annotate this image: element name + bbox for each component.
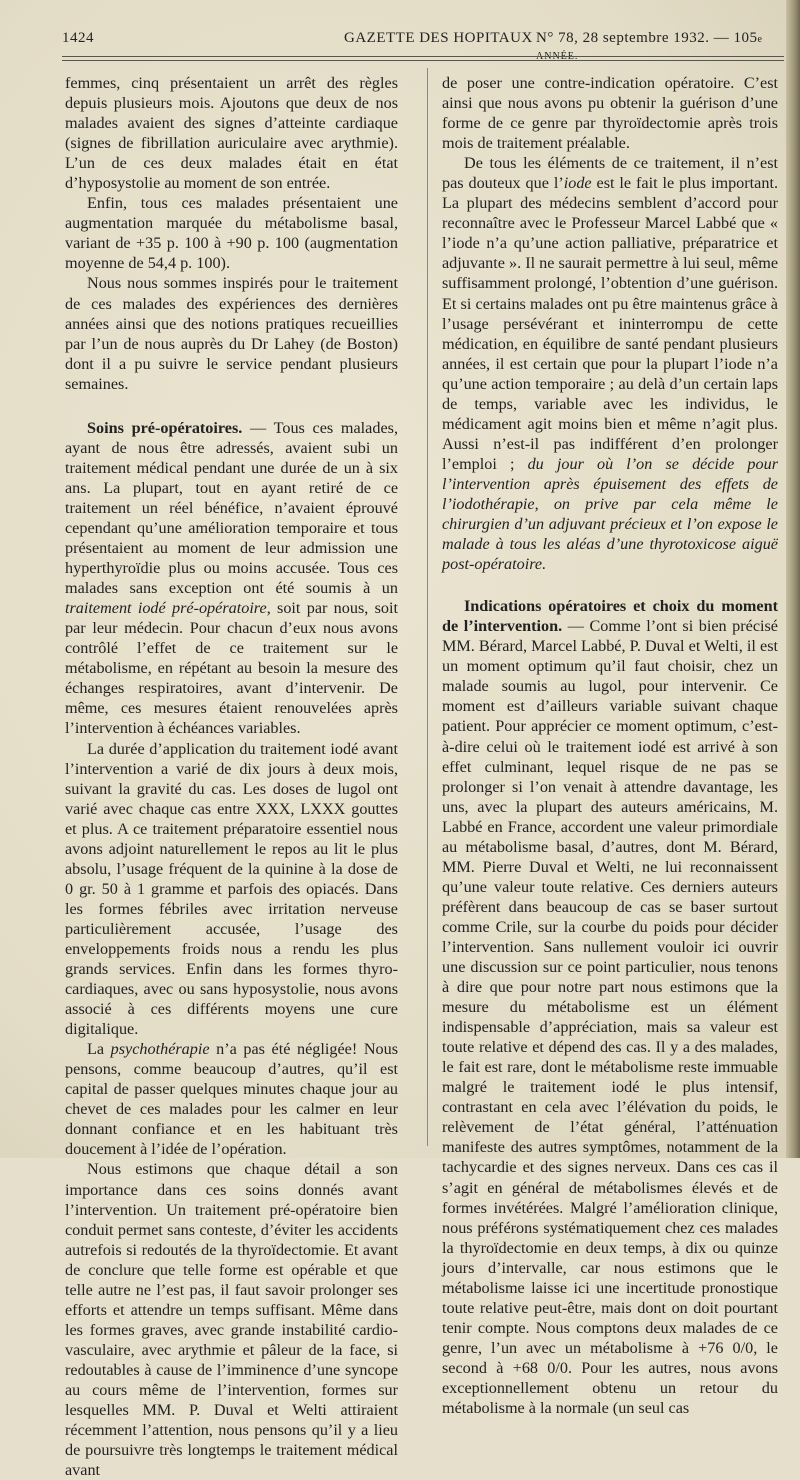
left-column (65, 73, 398, 1480)
page-number: 1424 (62, 30, 94, 46)
paragraph: femmes, cinq présentaient un arrêt des règles depuis plusieurs mois. Ajoutons que deux de nos malades avaient des signes d’atteinte cardiaque (signes de fibrillation auriculaire avec arythmie). L’un de ces deux malades était en état d’hyposystolie au moment de son entrée. (65, 74, 398, 193)
paragraph: Enfin, tous ces malades présentaient une augmentation marquée du métabolisme basal, variant de +35 p. 100 à +90 p. 100 (augmentation moyenne de 54,4 p. 100). (65, 194, 398, 273)
paragraph: La durée d’application du traitement iodé avant l’intervention a varié de dix jours à deux mois, suivant la gravité du cas. Les doses de lugol ont varié avec chaque cas entre XXX, LXXX gouttes et plus. A ce traitement préparatoire essentiel nous avons adjoint naturellement le repos au lit le plus absolu, l’usage fréquent de la quinine à la dose de 0 gr. 50 à 1 gramme et parfois des opiacés. Dans les formes fébriles avec irritation nerveuse particulièrement accusée, l’usage des enveloppements froids nous a rendu les plus grands services. Enfin dans les formes thyro-cardiaques, avec ou sans hyposystolie, nous avons associé à ces différents moyens une cure digitalique. (65, 739, 398, 1039)
paragraph-iode (442, 153, 778, 574)
issue-date: N° 78, 28 septembre 1932. — 105 (536, 30, 758, 46)
italic-run: du jour où l’on se décide pour l’intervention après épuisement des effets de l’iodothérapie, on prive par cela même le chirurgien d’un adjuvant précieux et l’on expose le malade à tous les aléas d’une thyrotoxicose aiguë post-opératoire. (442, 454, 778, 574)
italic-run: traitement iodé pré-opératoire (65, 599, 267, 618)
text-run: est le fait le plus important. La plupart des médecins semblent d’accord pour reconnaître avec le Professeur Marcel Labbé que « l’iode n’a qu’une action palliative, préparatrice et adjuvante ». Il ne saurait permettre à lui seul, même suffisamment prolongé, l’obtention d’une guérison. Et si certains malades ont pu être maintenus grâce à l’usage persévérant et ininterrompu de cette médication, en équilibre de santé pendant plusieurs années, il est certain que pour la plupart l’iode n’a qu’une action temporaire ; au delà d’un certain laps de temps, variable avec les individus, le médicament agit moins bien et même n’agit plus. Aussi n’est-il pas indifférent d’en prolonger l’emploi ; (442, 174, 778, 473)
page-binding-edge (786, 0, 800, 1158)
header-rule-bottom (62, 60, 784, 61)
italic-run: psychothérapie (110, 1040, 210, 1059)
paragraph-psychotherapie (65, 1039, 398, 1159)
text-run: — Comme l’ont si bien précisé MM. Bérard, Marcel Labbé, P. Duval et Welti, il est un moment optimum qu’il faut choisir, chez un malade soumis au lugol, pour intervenir. Ce moment est d’ailleurs variable suivant chaque patient. Pour apprécier ce moment optimum, c’est-à-dire celui où le traitement iodé est arrivé à son effet culminant, lequel risque de ne pas se prolonger si l’on venait à attendre davantage, les uns, avec la plupart des auteurs américains, M. Labbé en France, accordent une valeur primordiale au métabolisme basal, d’autres, dont M. Bérard, MM. Pierre Duval et Welti, ne lui reconnaissent qu’une valeur toute relative. Ces derniers auteurs préfèrent dans beaucoup de cas se baser surtout comme Crile, sur la courbe du poids pour décider l’intervention. Sans nullement vouloir ici ouvrir une discussion sur ce point particulier, nous tenons à dire que pour notre part nous estimons que la mesure du métabolisme est un élément indispensable d’appréciation, mais sa valeur est toute relative et dépend des cas. Il y a des malades, le fait est rare, dont le métabolisme reste immuable malgré le traitement iodé le plus intensif, contrastant en cela avec l’élévation du poids, le relèvement de l’état général, l’atténuation manifeste des autres symptômes, notamment de la tachycardie et des signes nerveux. Dans ces cas il s’agit en général de métabolismes élevés et de formes invétérées. Malgré l’amélioration clinique, nous préférons systématiquement chez ces malades la thyroïdectomie en deux temps, à dix ou quinze jours d’intervalle, car nous estimons que le métabolisme laisse ici une incertitude pronostique toute relative peut-être, mais dont on doit pourtant tenir compte. Nous comptons deux malades de ce genre, l’un avec un métabolisme à +76 0/0, le second à +68 0/0. Pour les autres, nous avons exceptionnellement obtenu un retour du métabolisme à la normale (un seul cas (442, 617, 778, 1418)
paragraph-soins (65, 418, 398, 739)
section-heading-soins: Soins pré-opératoires. (87, 418, 243, 437)
right-column (442, 73, 778, 1418)
text-run: — Tous ces malades, ayant de nous être adressés, avaient subi un traitement médical pendant une durée de un à six ans. La plupart, tout en ayant retiré de ce traitement un réel bénéfice, n’avaient éprouvé cependant qu’une amélioration temporaire et tous présentaient au moment de leur admission une hyperthyroïdie plus ou moins accusée. Tous ces malades sans exception ont été soumis à un (65, 418, 398, 598)
column-divider (427, 68, 428, 1146)
text-run: La (87, 1040, 111, 1059)
section-heading-indications: Indications opératoires et choix du moment de l’intervention. (442, 597, 778, 636)
paragraph: de poser une contre-indication opératoire. C’est ainsi que nous avons pu obtenir la guérison d’une forme de ce genre par thyroïdectomie après trois mois de traitement préalable. (442, 74, 778, 153)
text-run: , soit par nous, soit par leur médecin. Pour chacun d’eux nous avons contrôlé l’effet de ce traitement sur le métabolisme, en répétant au besoin la mesure des échanges respiratoires, avant d’intervenir. De même, ces mesures étaient renouvelées après l’intervention à échéances variables. (65, 599, 398, 738)
paragraph: Nous nous sommes inspirés pour le traitement de ces malades des expériences des dernières années ainsi que des notions pratiques recueillies par l’un de nous auprès du Dr Lahey (de Boston) dont il a pu suivre le service pendant plusieurs semaines. (65, 274, 398, 393)
journal-title: GAZETTE DES HOPITAUX (344, 30, 533, 46)
paragraph-indications (442, 596, 778, 1418)
issue-year-suffix: e ANNÉE. (536, 34, 763, 62)
italic-run: iode (563, 174, 592, 193)
text-run: n’a pas été négligée! Nous pensons, comme beaucoup d’autres, qu’il est capital de passer quelques minutes chaque jour au chevet de ces malades pour les calmer en leur donnant confiance et en les habituant très doucement à l’idée de l’opération. (65, 1040, 398, 1159)
page-header (62, 30, 782, 62)
issue-line (536, 30, 782, 64)
paragraph: Nous estimons que chaque détail a son importance dans ces soins donnés avant l’intervention. Un traitement pré-opératoire bien conduit permet sans conteste, d’éviter les accidents autrefois si redoutés de la thyroïdectomie. Et avant de conclure que telle forme est opérable et que telle autre ne l’est pas, il faut savoir prolonger ses efforts et attendre un temps suffisant. Même dans les formes graves, avec grande instabilité cardio-vasculaire, avec arythmie et pâleur de la face, si redoutables à cause de l’imminence d’une syncope au cours même de l’intervention, formes sur lesquelles MM. P. Duval et Welti attiraient récemment l’attention, nous pensons qu’il y a lieu de poursuivre très longtemps le traitement médical avant (65, 1160, 398, 1480)
header-rule-top (62, 56, 784, 57)
text-run: De tous les éléments de ce traitement, il n’est pas douteux que l’ (442, 154, 778, 193)
